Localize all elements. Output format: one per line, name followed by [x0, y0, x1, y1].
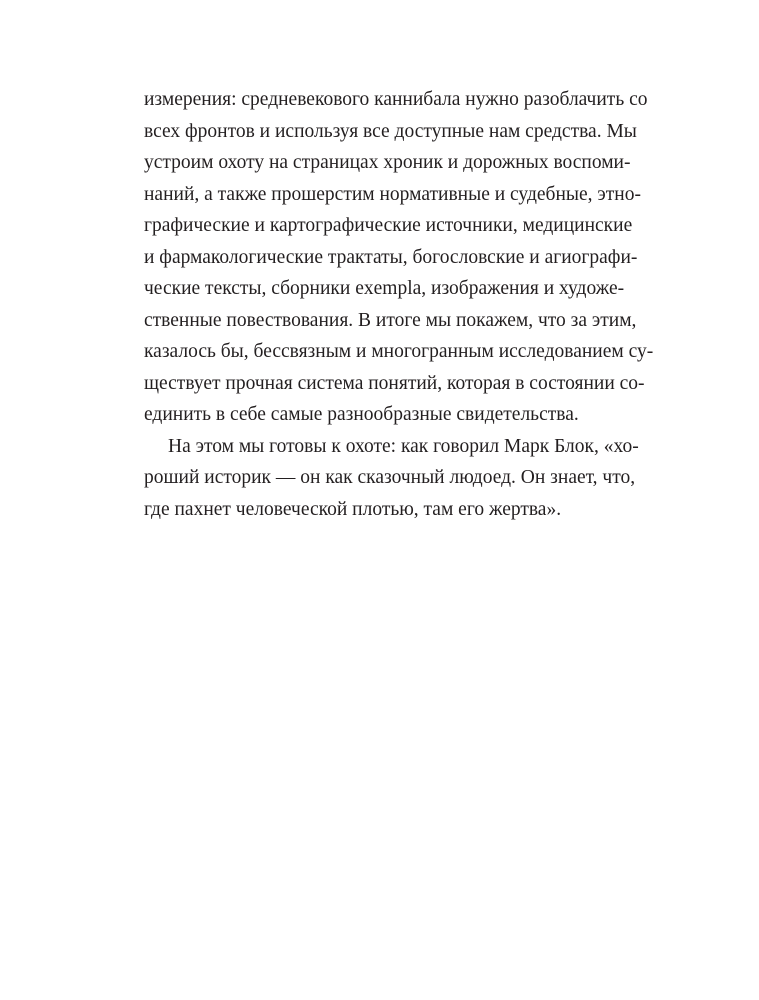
text-line: [144, 147, 631, 179]
italic-term: exempla: [355, 278, 422, 299]
body-text: [144, 84, 654, 525]
text-run: наний, а также прошерстим нормативные и судебные, этно-: [144, 183, 641, 205]
text-line: [144, 84, 648, 116]
text-run: устроим охоту на страницах хроник и дорожных воспоми-: [144, 152, 631, 173]
text-line: [144, 273, 625, 305]
text-run: роший историк — он как сказочный людоед. Он знает, что,: [144, 467, 636, 488]
paragraph: [144, 84, 654, 431]
text-line: [144, 210, 633, 242]
paragraph: [144, 431, 639, 526]
text-run: где пахнет человеческой плотью, там его жертва».: [144, 498, 562, 520]
text-line: [144, 462, 636, 494]
text-run: ственные повествования. В итоге мы покажем, что за этим,: [144, 309, 637, 331]
text-line: [144, 399, 616, 431]
text-run: ществует прочная система понятий, которая в состоянии со-: [144, 372, 645, 394]
text-line: [144, 305, 637, 337]
text-run: На этом мы готовы к охоте: как говорил Марк Блок, «хо-: [168, 435, 639, 457]
text-line: [144, 116, 637, 148]
text-line: [144, 368, 645, 400]
text-run: всех фронтов и используя все доступные нам средства. Мы: [144, 120, 637, 142]
text-run: , изображения и художе-: [421, 278, 625, 299]
text-line: [144, 179, 641, 211]
text-line: [144, 494, 616, 526]
text-run: казалось бы, бессвязным и многогранным исследованием су-: [144, 341, 654, 362]
text-line: [144, 336, 654, 368]
text-run: и фармакологические трактаты, богословские и агиографи-: [144, 246, 638, 268]
text-run: измерения: средневекового каннибала нужно разоблачить со: [144, 89, 648, 110]
text-line: [144, 242, 638, 274]
text-run: ческие тексты, сборники: [144, 278, 356, 299]
text-line: [144, 431, 639, 463]
text-run: единить в себе самые разнообразные свидетельства.: [144, 404, 579, 425]
text-run: графические и картографические источники, медицинские: [144, 215, 633, 236]
